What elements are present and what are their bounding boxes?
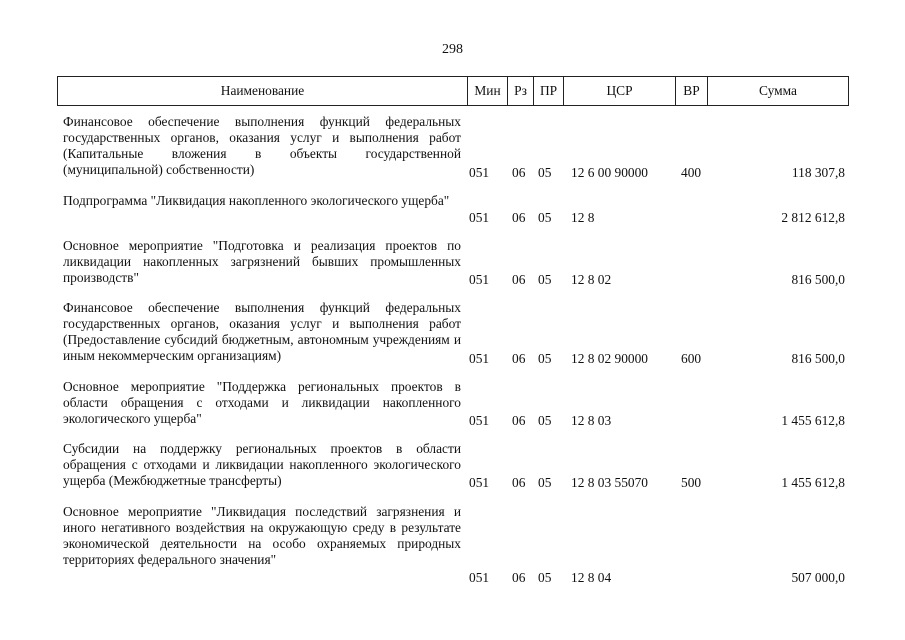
row-vr: 500 [681,475,702,490]
row-csr: 12 8 04 [571,570,612,585]
row-rz: 06 [512,272,526,287]
table-row [57,114,849,178]
table-row [57,504,849,600]
row-csr: 12 8 03 55070 [571,475,648,490]
row-min: 051 [469,413,490,428]
page-number: 298 [442,42,463,57]
header-vr: ВР [676,77,708,105]
table-row [57,379,849,427]
header-csr: ЦСР [564,77,676,105]
row-min: 051 [469,210,490,225]
header-name: Наименование [58,77,468,105]
row-sum: 816 500,0 [791,351,845,366]
row-sum: 118 307,8 [791,165,845,180]
row-sum: 507 000,0 [791,570,845,585]
row-min: 051 [469,165,490,180]
row-min: 051 [469,351,490,366]
row-csr: 12 8 [571,210,595,225]
row-name: Основное мероприятие "Поддержка региональных проектов в области обращения с отходами и ликвидации накопленного экологического ущерба" [63,379,461,426]
row-pr: 05 [538,475,552,490]
row-csr: 12 8 02 90000 [571,351,648,366]
row-min: 051 [469,570,490,585]
row-csr: 12 8 03 [571,413,612,428]
row-vr: 600 [681,351,702,366]
row-pr: 05 [538,272,552,287]
row-name: Подпрограмма "Ликвидация накопленного экологического ущерба" [63,193,450,208]
table-row [57,441,849,489]
row-rz: 06 [512,351,526,366]
row-pr: 05 [538,210,552,225]
row-rz: 06 [512,475,526,490]
table-row [57,193,849,225]
row-sum: 1 455 612,8 [781,475,845,490]
header-sum: Сумма [759,83,797,98]
row-name: Основное мероприятие "Ликвидация последствий загрязнения и иного негативного воздействия на окружающую среду в результате экономической деятельности на особо охраняемых природных территориях федерального значения" [63,504,461,567]
header-min: Мин [468,77,508,105]
row-csr: 12 6 00 90000 [571,165,648,180]
row-rz: 06 [512,210,526,225]
row-min: 051 [469,475,490,490]
row-name: Финансовое обеспечение выполнения функций федеральных государственных органов, оказания услуг и выполнения работ (Предоставление субсидий бюджетным, автономным учреждениям и иным некоммерческим организациям) [63,300,461,363]
row-sum: 2 812 612,8 [781,210,845,225]
row-rz: 06 [512,165,526,180]
row-name: Субсидии на поддержку региональных проектов в области обращения с отходами и ликвидации накопленного экологического ущерба (Межбюджетные трансферты) [63,441,461,488]
row-pr: 05 [538,413,552,428]
row-name: Основное мероприятие "Подготовка и реализация проектов по ликвидации накопленных загрязнений бывших промышленных производств" [63,238,461,285]
header-pr: ПР [534,77,564,105]
row-pr: 05 [538,570,552,585]
row-name: Финансовое обеспечение выполнения функций федеральных государственных органов, оказания услуг и выполнения работ (Капитальные вложения в объекты государственной (муниципальной) собственности) [63,114,461,177]
table-header [57,76,849,106]
header-rz: Рз [508,77,534,105]
row-sum: 1 455 612,8 [781,413,845,428]
table-row [57,238,849,286]
row-pr: 05 [538,165,552,180]
row-vr: 400 [681,165,702,180]
row-rz: 06 [512,570,526,585]
table-row [57,300,849,364]
row-pr: 05 [538,351,552,366]
row-min: 051 [469,272,490,287]
row-rz: 06 [512,413,526,428]
row-sum: 816 500,0 [791,272,845,287]
row-csr: 12 8 02 [571,272,612,287]
